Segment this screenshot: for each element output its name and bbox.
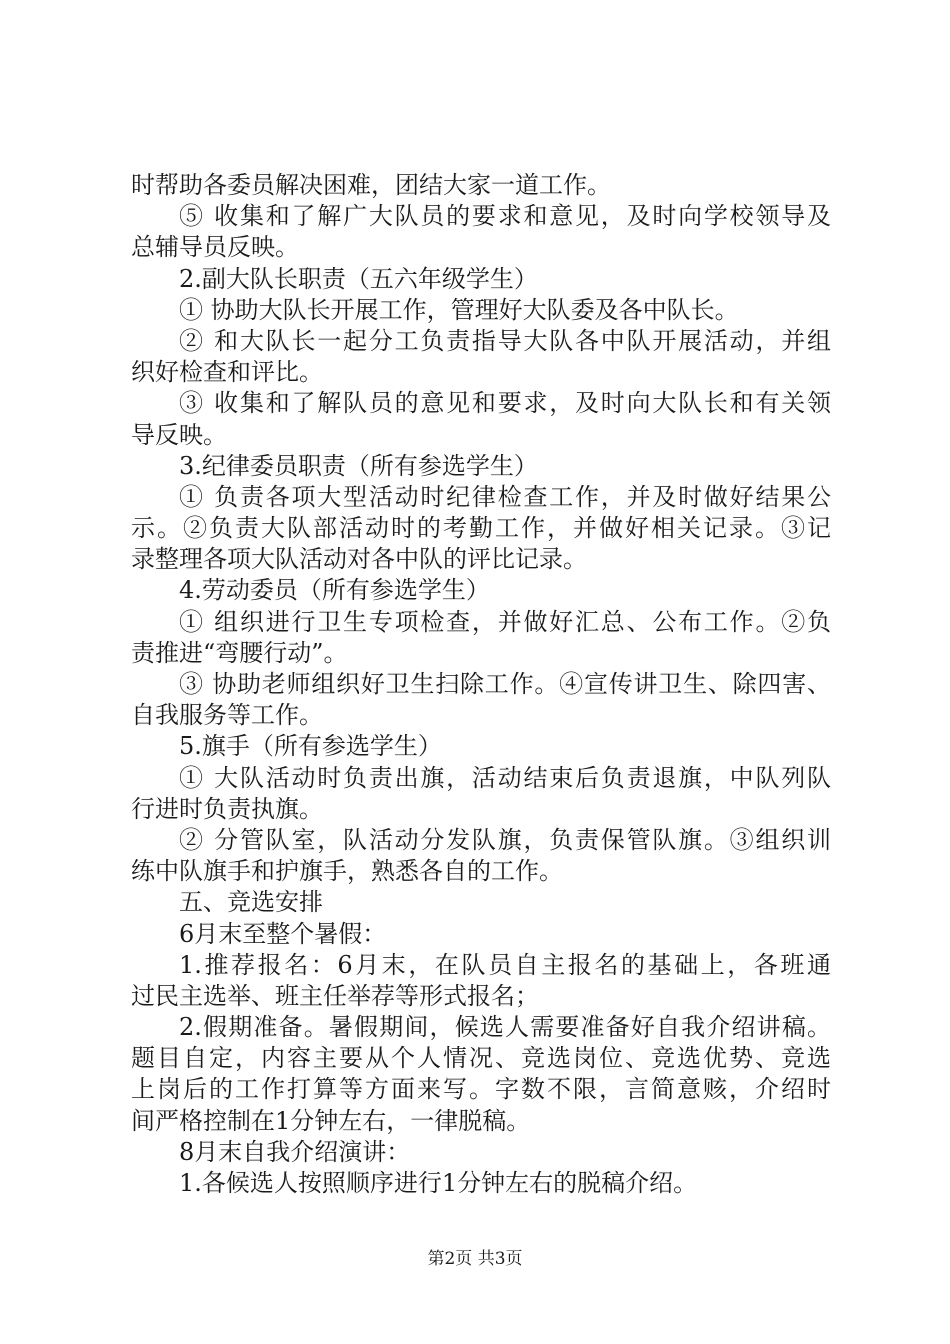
paragraph-line: 导反映。	[131, 420, 227, 449]
paragraph-line: 过民主选举、班主任举荐等形式报名；	[131, 981, 539, 1010]
paragraph-line: ① 负责各项大型活动时纪律检查工作，并及时做好结果公	[179, 482, 831, 511]
paragraph-line: 间严格控制在1分钟左右，一律脱稿。	[131, 1106, 531, 1135]
paragraph-line: ② 和大队长一起分工负责指导大队各中队开展活动，并组	[179, 326, 831, 355]
paragraph-line: 题目自定，内容主要从个人情况、竞选岗位、竞选优势、竞选	[131, 1044, 831, 1073]
page-number-footer: 第2页 共3页	[427, 1249, 523, 1269]
paragraph-line: 1.各候选人按照顺序进行1分钟左右的脱稿介绍。	[179, 1169, 698, 1197]
paragraph-line: 行进时负责执旗。	[131, 794, 323, 823]
paragraph-line: 时帮助各委员解决困难，团结大家一道工作。	[131, 171, 611, 199]
section-heading: 3.纪律委员职责（所有参选学生）	[179, 451, 538, 480]
paragraph-line: 总辅导员反映。	[131, 233, 299, 262]
paragraph-line: ① 大队活动时负责出旗，活动结束后负责退旗，中队列队	[179, 763, 831, 792]
paragraph-line: 练中队旗手和护旗手，熟悉各自的工作。	[131, 857, 563, 886]
paragraph-line: 责推进“弯腰行动”。	[131, 638, 348, 667]
paragraph-line: 自我服务等工作。	[131, 701, 323, 730]
section-heading: 5.旗手（所有参选学生）	[179, 732, 442, 761]
paragraph-line: 织好检查和评比。	[131, 358, 323, 387]
paragraph-line: ① 组织进行卫生专项检查，并做好汇总、公布工作。②负	[179, 607, 831, 636]
paragraph-line: ③ 协助老师组织好卫生扫除工作。④宣传讲卫生、除四害、	[179, 670, 831, 698]
paragraph-line: 8月末自我介绍演讲：	[179, 1137, 411, 1166]
section-heading: 五、竞选安排	[179, 888, 323, 917]
section-heading: 2.副大队长职责（五六年级学生）	[179, 264, 538, 293]
paragraph-line: 录整理各项大队活动对各中队的评比记录。	[131, 545, 587, 574]
paragraph-line: ⑤ 收集和了解广大队员的要求和意见，及时向学校领导及	[179, 202, 831, 231]
paragraph-line: 2.假期准备。暑假期间，候选人需要准备好自我介绍讲稿。	[179, 1013, 831, 1042]
paragraph-line: 1.推荐报名：6月末，在队员自主报名的基础上，各班通	[179, 950, 831, 979]
document-body	[131, 170, 831, 1199]
paragraph-line: 示。②负责大队部活动时的考勤工作，并做好相关记录。③记	[131, 514, 831, 543]
paragraph-line: ① 协助大队长开展工作，管理好大队委及各中队长。	[179, 295, 739, 324]
paragraph-line: ③ 收集和了解队员的意见和要求，及时向大队长和有关领	[179, 389, 831, 418]
paragraph-line: 6月末至整个暑假：	[179, 919, 387, 948]
section-heading: 4.劳动委员（所有参选学生）	[179, 576, 490, 605]
paragraph-line: ② 分管队室，队活动分发队旗，负责保管队旗。③组织训	[179, 825, 831, 854]
paragraph-line: 上岗后的工作打算等方面来写。字数不限，言简意赅，介绍时	[131, 1075, 831, 1104]
